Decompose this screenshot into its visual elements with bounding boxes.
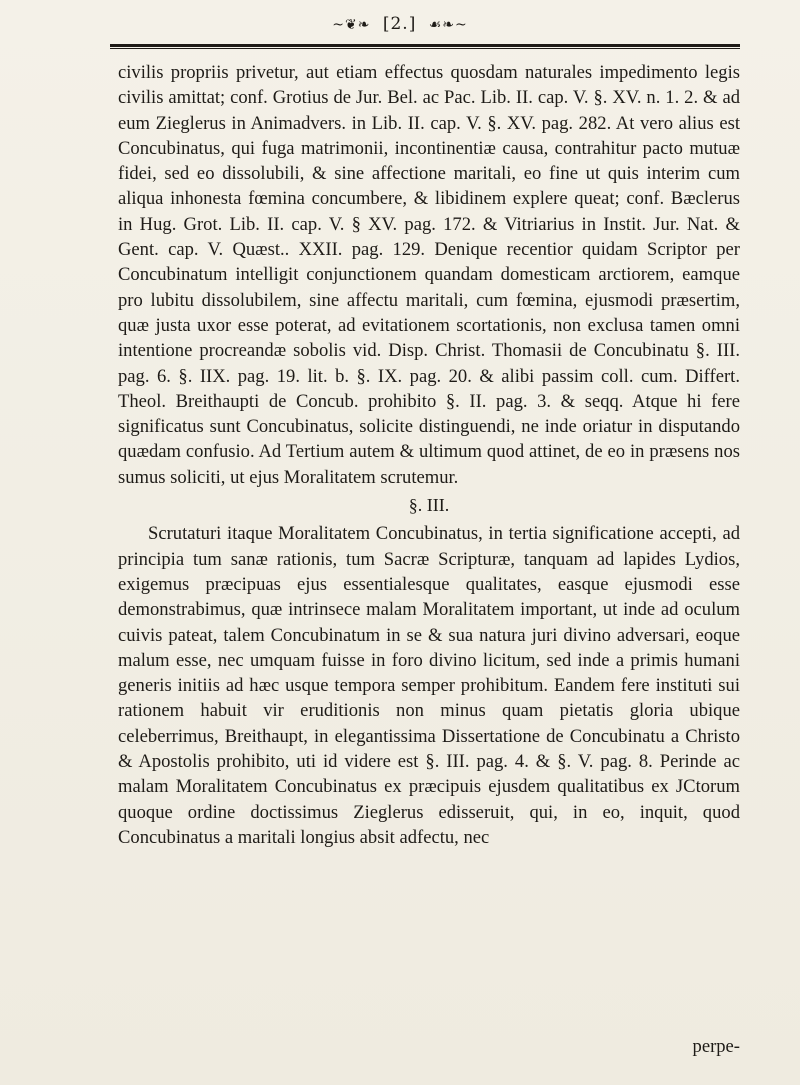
page-header (0, 14, 800, 34)
header-rule-thick (110, 44, 740, 47)
catchword: perpe- (692, 1036, 740, 1057)
body-text (118, 60, 740, 850)
paragraph-1: civilis propriis privetur, aut etiam effectus quosdam naturales impedimento legis civilis amittat; conf. Grotius de Jur. Bel. ac Pac. Lib. II. cap. V. §. XV. n. 1. 2. & ad eum Zieglerus in Animadvers. in Lib. II. cap. V. §. XV. pag. 282. At vero alius est Concubinatus, qui fuga matrimonii, incontinentiæ causa, contrahitur pacto mutuæ fidei, sed eo dissolubili, & sine affectione maritali, eo fine ut quis interim cum aliqua inhonesta fœmina concumbere, & libidinem explere queat; conf. Bæclerus in Hug. Grot. Lib. II. cap. V. § XV. pag. 172. & Vitriarius in Instit. Jur. Nat. & Gent. cap. V. Quæst.. XXII. pag. 129. Denique recentior quidam Scriptor per Concubinatum intelligit conjunctionem quandam domesticam arctiorem, eamque pro lubitu dissolubilem, sine affectu maritali, cum fœmina, ejusmodi præsertim, quæ justa uxor esse poterat, ad evitationem scortationis, non exclusa tamen omni intentione procreandæ sobolis vid. Disp. Christ. Thomasii de Concubinatu §. III. pag. 6. §. IIX. pag. 19. lit. b. §. IX. pag. 20. & alibi passim coll. cum. Differt. Theol. Breithaupti de Concub. prohibito §. II. pag. 3. & seqq. Atque hi fere significatus sunt Concubinatus, solicite distinguendi, ne inde oriatur in disputando quædam confusio. Ad Tertium autem & ultimum quod attinet, de eo in præsens nos sumus soliciti, ut ejus Moralitatem scrutemur. (118, 62, 740, 488)
paragraph-2: Scrutaturi itaque Moralitatem Concubinatus, in tertia significatione accepti, ad principia tum sanæ rationis, tum Sacræ Scripturæ, tanquam ad lapides Lydios, exigemus præcipuas ejus essentialesque qualitates, easque ejusmodi esse demonstrabimus, quæ intrinsece malam Moralitatem important, ut inde ad oculum cuivis pateat, talem Concubinatum in se & sua natura juri divino adversari, eoque malum esse, nec umquam fuisse in foro divino licitum, sed inde a primis humani generis initiis ad hæc usque tempora semper prohibitum. Eandem fere instituti sui rationem habuit vir eruditionis non minus quam pietatis gloria ubique celeberrimus, Breithaupt, in elegantissima Dissertatione de Concubinatu a Christo & Apostolis prohibito, uti id videre est §. III. pag. 4. & §. V. pag. 8. Perinde ac malam Moralitatem Concubinatus ex præcipuis ejusdem qualitatibus ex JCtorum quoque ordine doctissimus Zieglerus edisseruit, qui, in eo, inquit, quod Concubinatus a maritali longius absit adfectu, nec (118, 523, 740, 848)
page-number: [2.] (382, 14, 417, 34)
section-heading: §. III. (408, 495, 450, 516)
ornament-right: ☙❧~ (428, 17, 468, 33)
ornament-left: ~❦❧ (332, 17, 371, 33)
header-rule-thin (110, 48, 740, 49)
